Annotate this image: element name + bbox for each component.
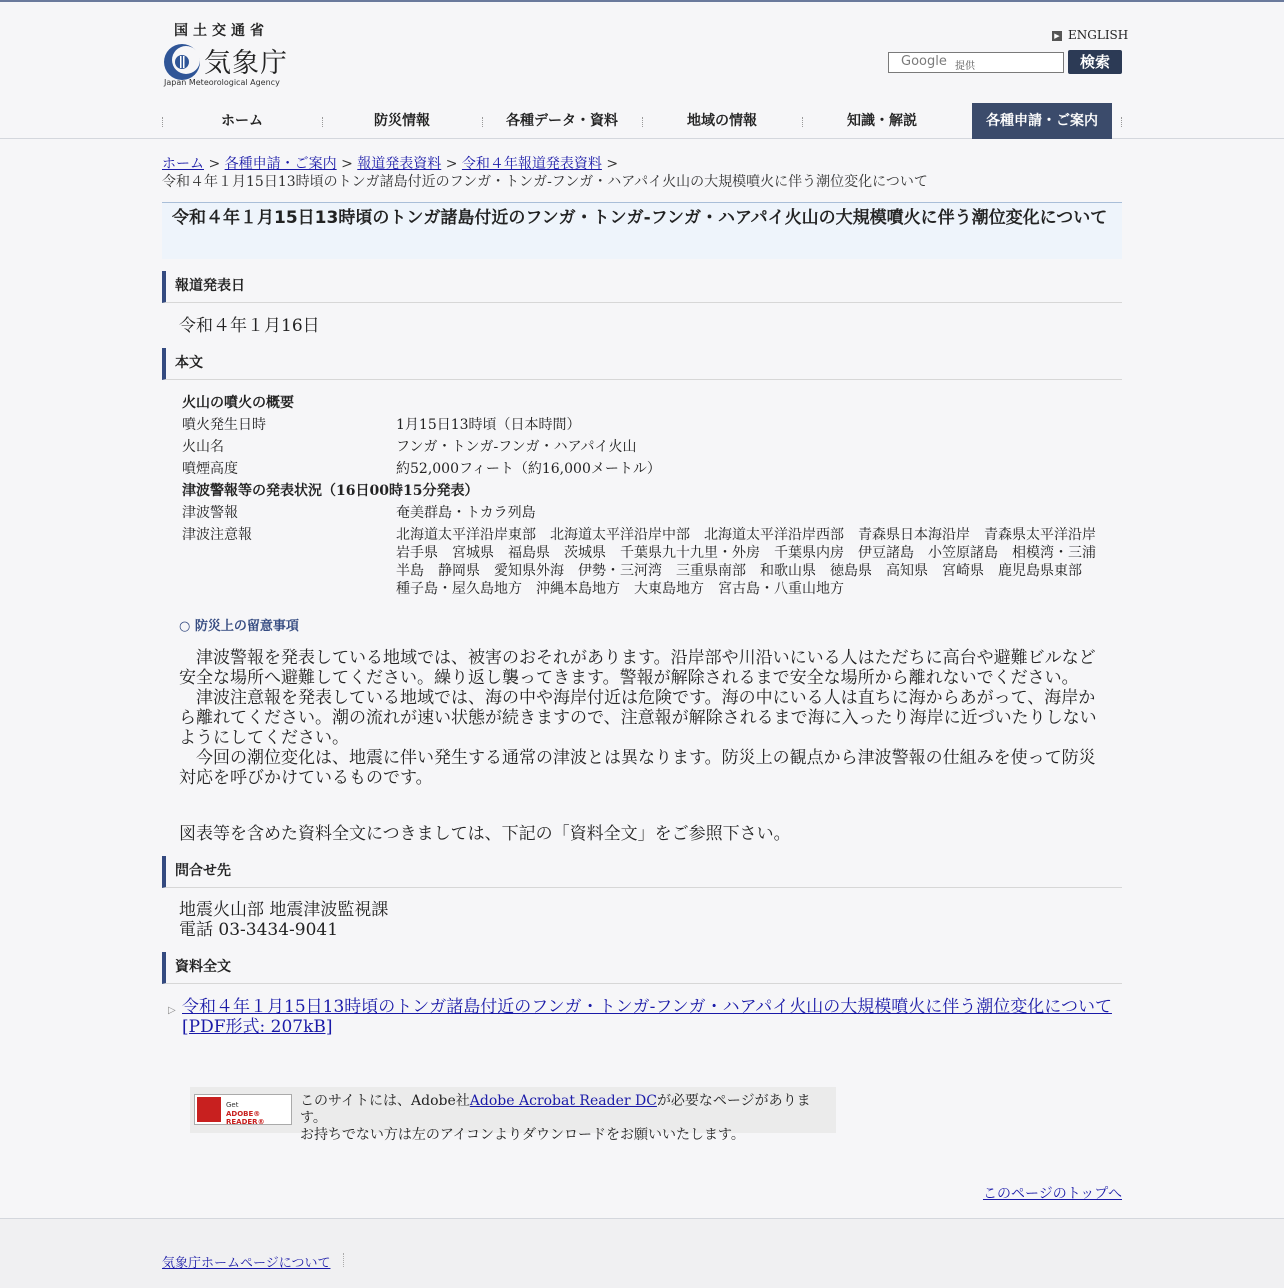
jma-emblem-icon [162,42,202,82]
contact-info [179,900,1109,940]
row-key: 津波警報 [182,505,238,521]
table-row [182,414,1112,436]
search-input[interactable] [888,52,1064,73]
row-value: 奄美群島・トカラ列島 [396,505,536,521]
breadcrumb-current: 令和４年１月15日13時頃のトンガ諸島付近のフンガ・トンガ-フンガ・ハアパイ火山の大規模噴火に伴う潮位変化について [162,174,928,190]
nav-item-home[interactable]: ホーム [221,113,263,129]
row-key: 火山名 [182,439,224,455]
site-footer [0,1218,1284,1288]
pdf-link[interactable]: 令和４年１月15日13時頃のトンガ諸島付近のフンガ・トンガ-フンガ・ハアパイ火山の大規模噴火に伴う潮位変化について [PDF形式: 207kB] [182,997,1112,1037]
contact-phone: 電話 03-3434-9041 [179,920,339,940]
nav-item-regional[interactable]: 地域の情報 [687,113,757,129]
ministry-name: 国土交通省 [174,23,269,39]
notes-heading: ○ 防災上の留意事項 [179,619,299,634]
row-value: 1月15日13時頃（日本時間） [396,417,581,433]
arrow-right-icon: ▶ [1052,31,1062,41]
get-adobe-reader-button[interactable]: Get ADOBE® READER® [194,1094,292,1125]
advisory-regions: 北海道太平洋沿岸東部 北海道太平洋沿岸中部 北海道太平洋沿岸西部 青森県日本海沿岸 青森県太平洋沿岸 岩手県 宮城県 福島県 茨城県 千葉県九十九里・外房 千葉県内房 伊豆諸島 小笠原諸島 相模湾・三浦 半島 静岡県 愛知県外海 伊勢・三河湾 三重県南部 和歌山県 徳島県 高知県 宮崎県 鹿児島県東部 種子島・屋久島地方 沖縄本島地方 大東島地方 宮古島・八重山地方 [396,527,1096,597]
search-provider: 提供 [955,61,975,72]
eruption-summary-table [182,392,1112,598]
search-brand: Google [901,54,947,69]
jma-logo[interactable] [162,20,302,90]
footer-about-link[interactable]: 気象庁ホームページについて [162,1256,331,1271]
site-header [0,2,1284,139]
breadcrumb: ホーム > 各種申請・ご案内 > 報道発表資料 > 令和４年報道発表資料 > 令和４年１月15日13時頃のトンガ諸島付近のフンガ・トンガ-フンガ・ハアパイ火山の大規模噴火に伴う潮位変化について [162,156,928,190]
release-date: 令和４年１月16日 [179,316,320,336]
page-title: 令和４年１月15日13時頃のトンガ諸島付近のフンガ・トンガ-フンガ・ハアパイ火山の大規模噴火に伴う潮位変化について [162,202,1122,259]
nav-item-applications[interactable]: 各種申請・ご案内 [972,103,1112,139]
adobe-notice-text: このサイトには、Adobe社Adobe Acrobat Reader DCが必要なページがあります。 お持ちでない方は左のアイコンよりダウンロードをお願いいたします。 [300,1093,811,1143]
tsunami-heading: 津波警報等の発表状況（16日00時15分発表） [182,483,479,499]
section-heading-contact: 問合せ先 [162,856,1122,888]
page-top-link[interactable]: このページのトップへ [982,1186,1122,1202]
nav-item-knowledge[interactable]: 知識・解説 [847,113,917,129]
section-heading-fulltext: 資料全文 [162,952,1122,984]
agency-name: 気象庁 [204,48,288,79]
breadcrumb-link-applications[interactable]: 各種申請・ご案内 [224,156,337,172]
table-row [182,436,1112,458]
row-value: 約52,000フィート（約16,000メートル） [396,461,661,477]
table-row [182,502,1112,524]
contact-dept: 地震火山部 地震津波監視課 [179,900,389,920]
notes-body: 津波警報を発表している地域では、被害のおそれがあります。沿岸部や川沿いにいる人はただちに高台や避難ビルなど 安全な場所へ避難してください。繰り返し襲ってきます。警報が解除されるまで安全な場所から離れないでください。 津波注意報を発表している地域では、海の中や海岸付近は危険です。海の中にいる人は直ちに海からあがって、海岸か ら離れてください。潮の流れが速い状態が続きますので、注意報が解除されるまで海に入ったり海岸に近づいたりしない ようにしてください。 今回の潮位変化は、地震に伴い発生する通常の津波とは異なります。防災上の観点から津波警報の仕組みを使って防災 対応を呼びかけているものです。 [179,648,1097,788]
breadcrumb-link-home[interactable]: ホーム [162,156,204,172]
table-row [182,524,1112,598]
adobe-reader-notice [190,1087,836,1143]
reference-note: 図表等を含めた資料全文につきましては、下記の「資料全文」をご参照下さい。 [179,824,791,844]
agency-name-en: Japan Meteorological Agency [164,78,280,87]
english-link-label: ENGLISH [1068,28,1129,42]
footer-separator [343,1253,345,1267]
bullet-icon: ▷ [168,1005,176,1016]
row-key: 噴煙高度 [182,461,238,477]
nav-item-data[interactable]: 各種データ・資料 [506,113,618,129]
english-link[interactable] [1052,28,1128,42]
list-item [168,997,1118,1037]
table-row [182,458,1112,480]
row-value: フンガ・トンガ-フンガ・ハアパイ火山 [396,439,637,455]
search-button[interactable]: 検索 [1068,50,1122,74]
section-heading-body: 本文 [162,348,1122,380]
nav-item-disaster-info[interactable]: 防災情報 [374,113,430,129]
adobe-pdf-icon [197,1097,221,1122]
nav-separator [1121,117,1123,127]
breadcrumb-link-r4-press[interactable]: 令和４年報道発表資料 [461,156,602,172]
breadcrumb-link-press-releases[interactable]: 報道発表資料 [357,156,442,172]
section-heading-release-date: 報道発表日 [162,271,1122,303]
row-key: 津波注意報 [182,527,252,543]
global-nav [162,103,1122,139]
adobe-reader-link[interactable]: Adobe Acrobat Reader DC [469,1093,657,1109]
eruption-heading: 火山の噴火の概要 [182,395,294,411]
row-key: 噴火発生日時 [182,417,266,433]
